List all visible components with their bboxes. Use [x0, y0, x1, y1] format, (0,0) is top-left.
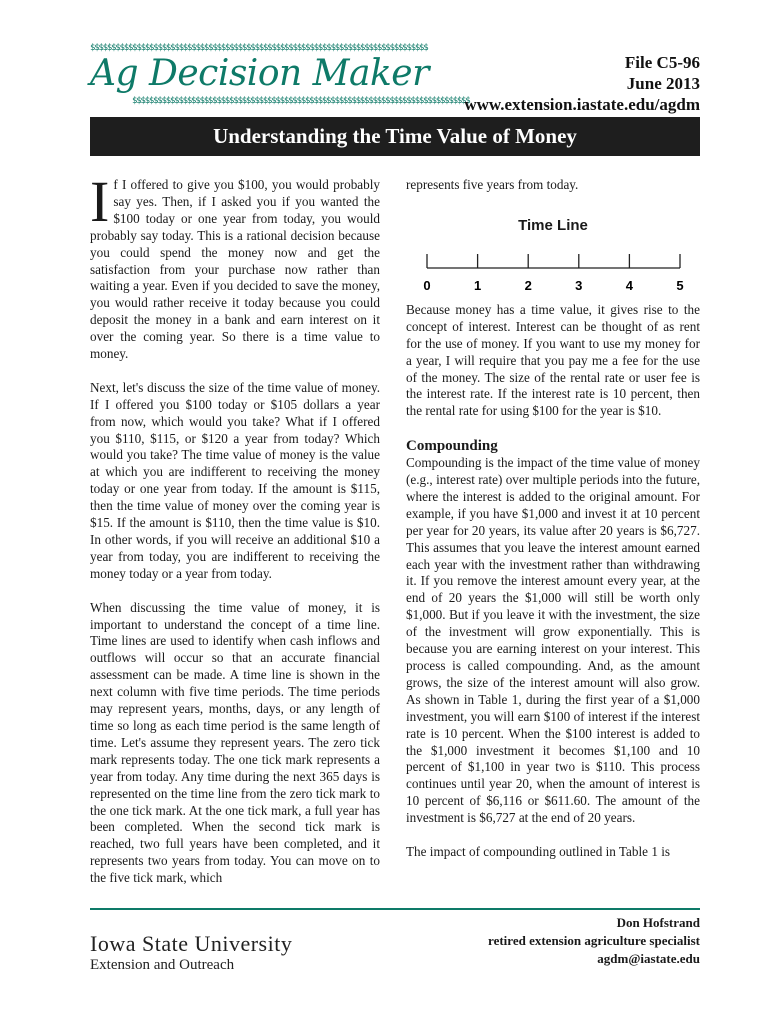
timeline-tick-label: 4 — [625, 277, 634, 293]
website-link[interactable]: www.extension.iastate.edu/agdm — [464, 95, 700, 114]
right-column — [406, 177, 700, 878]
timeline-tick-label: 5 — [676, 277, 684, 293]
paragraph-compounding: Compounding is the impact of the time value of money (e.g., interest rate) over multiple periods into the future, where the interest is added to the original amount. For example, if you have $1,000 and invest it at 10 percent per year for 20 years, its value after 20 years is $6,727. This assumes that you leave the interest amount earned each year with the investment rather than withdrawing it. If you remove the interest amount every year, at the end of 20 years the $1,000 will still be worth only $1,000. But if you leave it with the investment, the size of the investment will grow exponentially. This is because you are earning interest on your interest. This process is called compounding. And, as the amount grows, the size of the interest amount will also grow. As shown in Table 1, during the first year of a $1,000 investment, you will earn $100 of interest if the interest rate is 10 percent. When the $100 interest is added to the $1,000 investment it becomes $1,100 and 10 percent of $1,100 in year two is $110. This process continues until year 20, when the amount of interest is 10 percent of $6,116 or $611.60. The amount of the investment is $6,727 at the end of 20 years. — [406, 455, 700, 826]
timeline-tick-label: 1 — [473, 277, 482, 293]
paragraph-interest: Because money has a time value, it gives rise to the concept of interest. Interest can be thought of as rent for the use of money. If you want to use my money for a year, I will require that you pay me a fee for the use of the money. The size of the rental rate or user fee is the interest rate. If the interest rate is 10 percent, then the rental rate for using $100 for the year is $10. — [406, 301, 700, 419]
left-column — [90, 169, 380, 904]
file-info — [464, 52, 700, 115]
logo-dollar-border-bottom: $$$$$$$$$$$$$$$$$$$$$$$$$$$$$$$$$$$$$$$$$$$$$$$$$$$$$$$$$$$$$$$$$$$$$$$$$$$$$$$$ — [132, 96, 470, 106]
author-title: retired extension agriculture specialist — [488, 933, 700, 948]
publication-date: June 2013 — [626, 74, 700, 93]
timeline-tick-label: 3 — [575, 277, 583, 293]
logo-text: Ag Decision Maker — [90, 53, 429, 94]
paragraph-timeline: When discussing the time value of money, it is important to understand the concept of a time line. Time lines are used to identify when cash inflows and outflows will occur so that an accurate financial assessment can be made. A time line is shown in the next column with five time periods. The time periods may represent years, months, days, or any length of time so long as each time period is the same length of time. Let's assume they represent years. The zero tick mark represents today. The one tick mark represents a year from today. Any time during the next 365 days is represented on the time line from the zero tick mark to the one tick mark. At the one tick mark, a full year has been completed. When the second tick mark is reached, two full years have been completed, and it represents two years from today. You can move on to the five tick mark, which — [90, 599, 380, 886]
section-heading-compounding: Compounding — [406, 438, 498, 455]
timeline-tick-label: 2 — [524, 277, 532, 293]
timeline-graphic — [406, 246, 700, 296]
paragraph-table-intro: The impact of compounding outlined in Table 1 is — [406, 843, 671, 859]
footer-divider — [90, 908, 700, 910]
file-number: File C5-96 — [624, 53, 700, 72]
author-block — [488, 914, 700, 968]
paragraph-size: Next, let's discuss the size of the time value of money. If I offered you $100 today or $105 dollars a year from now, which would you take? What if I offered you $110, $115, or $120 a year from today? Which would you take? The time value of money is the value at which you are indifferent to receiving the money today or one year from today. If the amount is $115, then the time value of money over the coming year is $15. If the amount is $110, then the time value is $10. In other words, if you will receive an additional $10 a year from today, you are indifferent to receiving the money today or a year from today. — [90, 379, 380, 581]
paragraph-intro-text: f I offered to give you $100, you would probably say yes. Then, if I asked you if you wanted the $100 today or one year from today, you would probably say today. This is a rational decision because you could spend the money now and get the satisfaction from your purchase now rather than waiting a year. Even if you decided to save the money, you would rather receive it today because you could deposit the money in a bank and earn interest on it over the coming year. So there is a time value to money. — [90, 177, 380, 362]
drop-cap: I — [90, 169, 110, 234]
timeline-title: Time Line — [518, 216, 588, 234]
isu-logo — [90, 932, 292, 974]
paragraph-continued: represents five years from today. — [406, 177, 579, 192]
extension-unit: Extension and Outreach — [90, 957, 235, 973]
paragraph-intro — [90, 169, 380, 363]
timeline-figure — [406, 194, 700, 294]
timeline-tick-label: 0 — [423, 277, 431, 293]
agdm-logo — [90, 42, 470, 108]
title-bar — [90, 117, 700, 156]
author-name: Don Hofstrand — [616, 915, 700, 930]
page-title: Understanding the Time Value of Money — [213, 124, 577, 148]
university-name: Iowa State University — [90, 931, 293, 956]
logo-dollar-border-top: $$$$$$$$$$$$$$$$$$$$$$$$$$$$$$$$$$$$$$$$$$$$$$$$$$$$$$$$$$$$$$$$$$$$$$$$$$$$$$$$ — [90, 43, 428, 53]
author-email[interactable]: agdm@iastate.edu — [597, 951, 700, 966]
